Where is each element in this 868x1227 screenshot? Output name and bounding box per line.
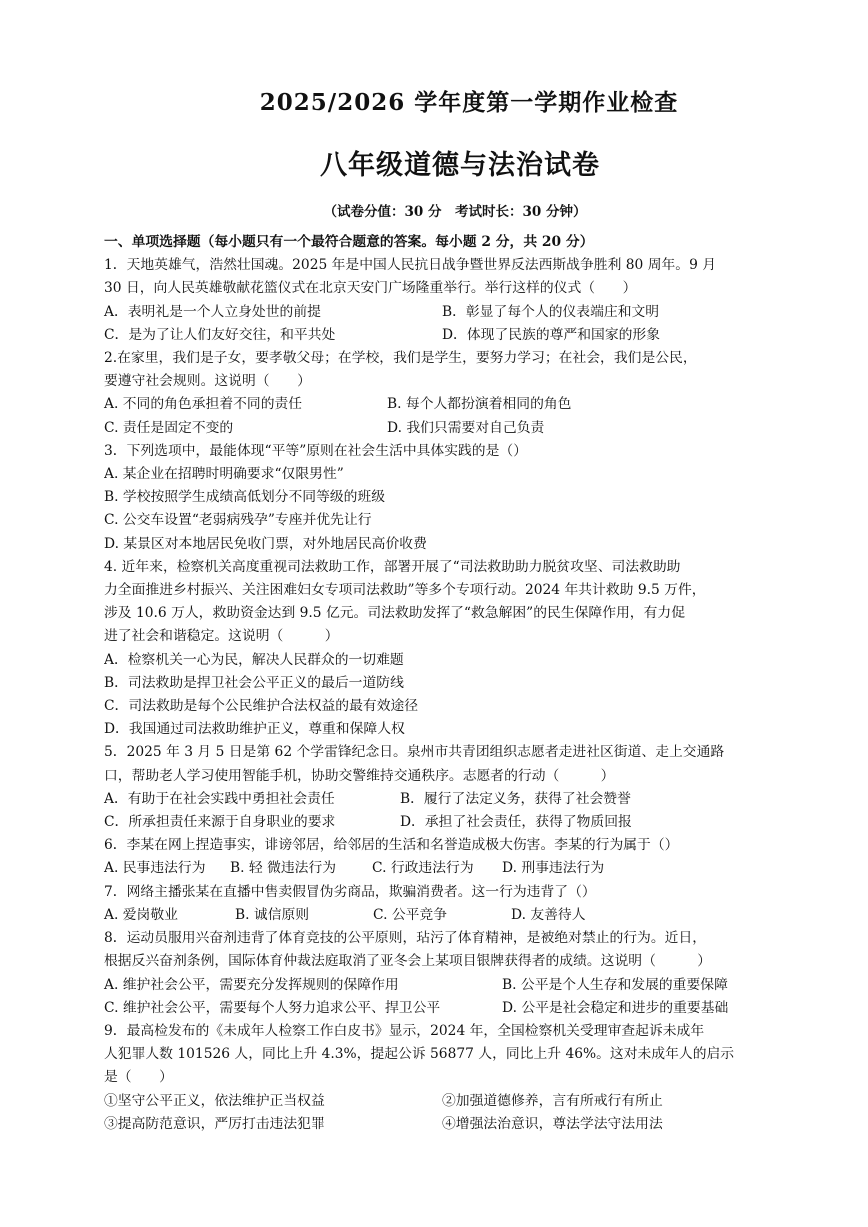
option-a: A．有助于在社会实践中勇担社会责任 [104,790,335,807]
option-a: A. 爱岗敬业 [104,906,178,923]
question-4 [104,556,776,742]
option-c: C. 维护社会公平，需要每个人努力追求公平、捍卫公平 [104,999,441,1016]
option-d: D. 我们只需要对自己负责 [387,419,545,436]
option-d: D．体现了民族的尊严和国家的形象 [442,326,661,343]
option-row [104,417,776,440]
option-row [104,788,776,811]
option-d: D. 某景区对本地居民免收门票，对外地居民高价收费 [104,535,427,552]
option-b: B. 诚信原则 [235,906,310,923]
option-a: A. 民事违法行为 [104,860,206,877]
option-d: D. 公平是社会稳定和进步的重要基础 [502,999,729,1016]
option-a: A. 某企业在招聘时明确要求“仅限男性” [104,466,344,483]
question-stem: 30 日，向人民英雄敬献花篮仪式在北京天安门广场隆重举行。举行这样的仪式（ ） [104,280,637,297]
question-stem: 5．2025 年 3 月 5 日是第 62 个学雷锋纪念日。泉州市共青团组织志愿者走进社区街道、走上交通路 [104,744,725,761]
question-stem: 2.在家里，我们是子女，要孝敬父母；在学校，我们是学生，要努力学习；在社会，我们是公民， [104,350,697,367]
question-5 [104,741,776,834]
question-stem: 6．李某在网上捏造事实，诽谤邻居，给邻居的生活和名誉造成极大伤害。李某的行为属于（） [104,837,679,854]
option-c: C. 公交车设置“老弱病残孕”专座并优先让行 [104,512,372,529]
question-stem: 7．网络主播张某在直播中售卖假冒伪劣商品，欺骗消费者。这一行为违背了（） [104,883,596,900]
paper-title: 八年级道德与法治试卷 [320,150,600,181]
option-b: B．司法救助是捍卫社会公平正义的最后一道防线 [104,674,404,691]
option-row [104,393,776,416]
option-b: B．履行了法定义务，获得了社会赞誉 [400,790,631,807]
question-stem: 8．运动员服用兴奋剂违背了体育竞技的公平原则，玷污了体育精神，是被绝对禁止的行为。近日， [104,930,707,947]
option-b: B. 学校按照学生成绩高低划分不同等级的班级 [104,489,386,506]
question-stem: 是（ ） [104,1069,173,1086]
question-stem: 根据反兴奋剂条例，国际体育仲裁法庭取消了亚冬会上某项目银牌获得者的成绩。这说明（ ） [104,953,712,970]
question-9 [104,1020,776,1136]
option-row [104,301,776,324]
school-year-title: 2025/2026 学年度第一学期作业检查 [259,89,679,116]
question-stem: 9．最高检发布的《未成年人检察工作白皮书》显示，2024 年，全国检察机关受理审查起诉未成年 [104,1022,705,1039]
question-stem: 人犯罪人数 101526 人，同比上升 4.3%，提起公诉 56877 人，同比上升 46%。这对未成年人的启示 [104,1046,735,1063]
option-c: C．是为了让人们友好交往，和平共处 [104,326,336,343]
statement-row [104,1113,776,1136]
option-b: B. 公平是个人生存和发展的重要保障 [502,976,728,993]
option-d: D. 友善待人 [511,906,586,923]
option-b: B. 轻 微违法行为 [230,860,337,877]
option-row [104,997,776,1020]
option-a: A. 维护社会公平，需要充分发挥规则的保障作用 [104,976,399,993]
question-stem: 1．天地英雄气，浩然壮国魂。2025 年是中国人民抗日战争暨世界反法西斯战争胜利 80 周年。9 月 [104,257,717,274]
exam-info: （试卷分值：30 分 考试时长：30 分钟） [323,204,587,220]
option-a: A．检察机关一心为民，解决人民群众的一切难题 [104,651,404,668]
question-body [104,231,776,1136]
question-8 [104,927,776,1020]
option-a: A．表明礼是一个人立身处世的前提 [104,303,321,320]
question-stem: 4. 近年来，检察机关高度重视司法救助工作，部署开展了“司法救助助力脱贫攻坚、司法救助助 [104,558,681,575]
statement-row [104,1090,776,1113]
option-d: D. 刑事违法行为 [502,860,605,877]
option-c: C．所承担责任来源于自身职业的要求 [104,814,336,831]
option-b: B. 每个人都扮演着相同的角色 [387,396,572,413]
option-d: D．承担了社会责任，获得了物质回报 [400,814,632,831]
question-1 [104,254,776,347]
option-d: D．我国通过司法救助维护正义，尊重和保障人权 [104,721,405,738]
question-7 [104,881,776,927]
statement-1: ①坚守公平正义，依法维护正当权益 [104,1092,325,1109]
statement-4: ④增强法治意识，尊法学法守法用法 [442,1115,663,1132]
question-stem: 口，帮助老人学习使用智能手机，协助交警维持交通秩序。志愿者的行动（ ） [104,767,615,784]
option-a: A. 不同的角色承担着不同的责任 [104,396,303,413]
question-stem: 涉及 10.6 万人，救助资金达到 9.5 亿元。司法救助发挥了“救急解困”的民生保障作用，有力促 [104,605,685,622]
option-row [104,974,776,997]
question-6 [104,834,776,880]
option-row [104,811,776,834]
question-stem: 进了社会和谐稳定。这说明（ ） [104,628,339,645]
option-row [104,324,776,347]
question-stem: 力全面推进乡村振兴、关注困难妇女专项司法救助”等多个专项行动。2024 年共计救助 9.5 万件， [104,582,706,599]
question-3 [104,440,776,556]
statement-2: ②加强道德修养，言有所戒行有所止 [442,1092,663,1109]
option-row [104,904,776,927]
question-2 [104,347,776,440]
option-b: B．彰显了每个人的仪表端庄和文明 [442,303,660,320]
question-stem: 要遵守社会规则。这说明（ ） [104,373,311,390]
option-c: C. 责任是固定不变的 [104,419,234,436]
option-c: C. 行政违法行为 [372,860,474,877]
section-heading: 一、单项选择题（每小题只有一个最符合题意的答案。每小题 2 分，共 20 分） [104,234,594,250]
option-c: C．司法救助是每个公民维护合法权益的最有效途径 [104,698,419,715]
option-c: C. 公平竞争 [373,906,448,923]
option-row [104,857,776,880]
question-stem: 3．下列选项中，最能体现“平等”原则在社会生活中具体实践的是（） [104,442,527,459]
statement-3: ③提高防范意识，严厉打击违法犯罪 [104,1115,325,1132]
